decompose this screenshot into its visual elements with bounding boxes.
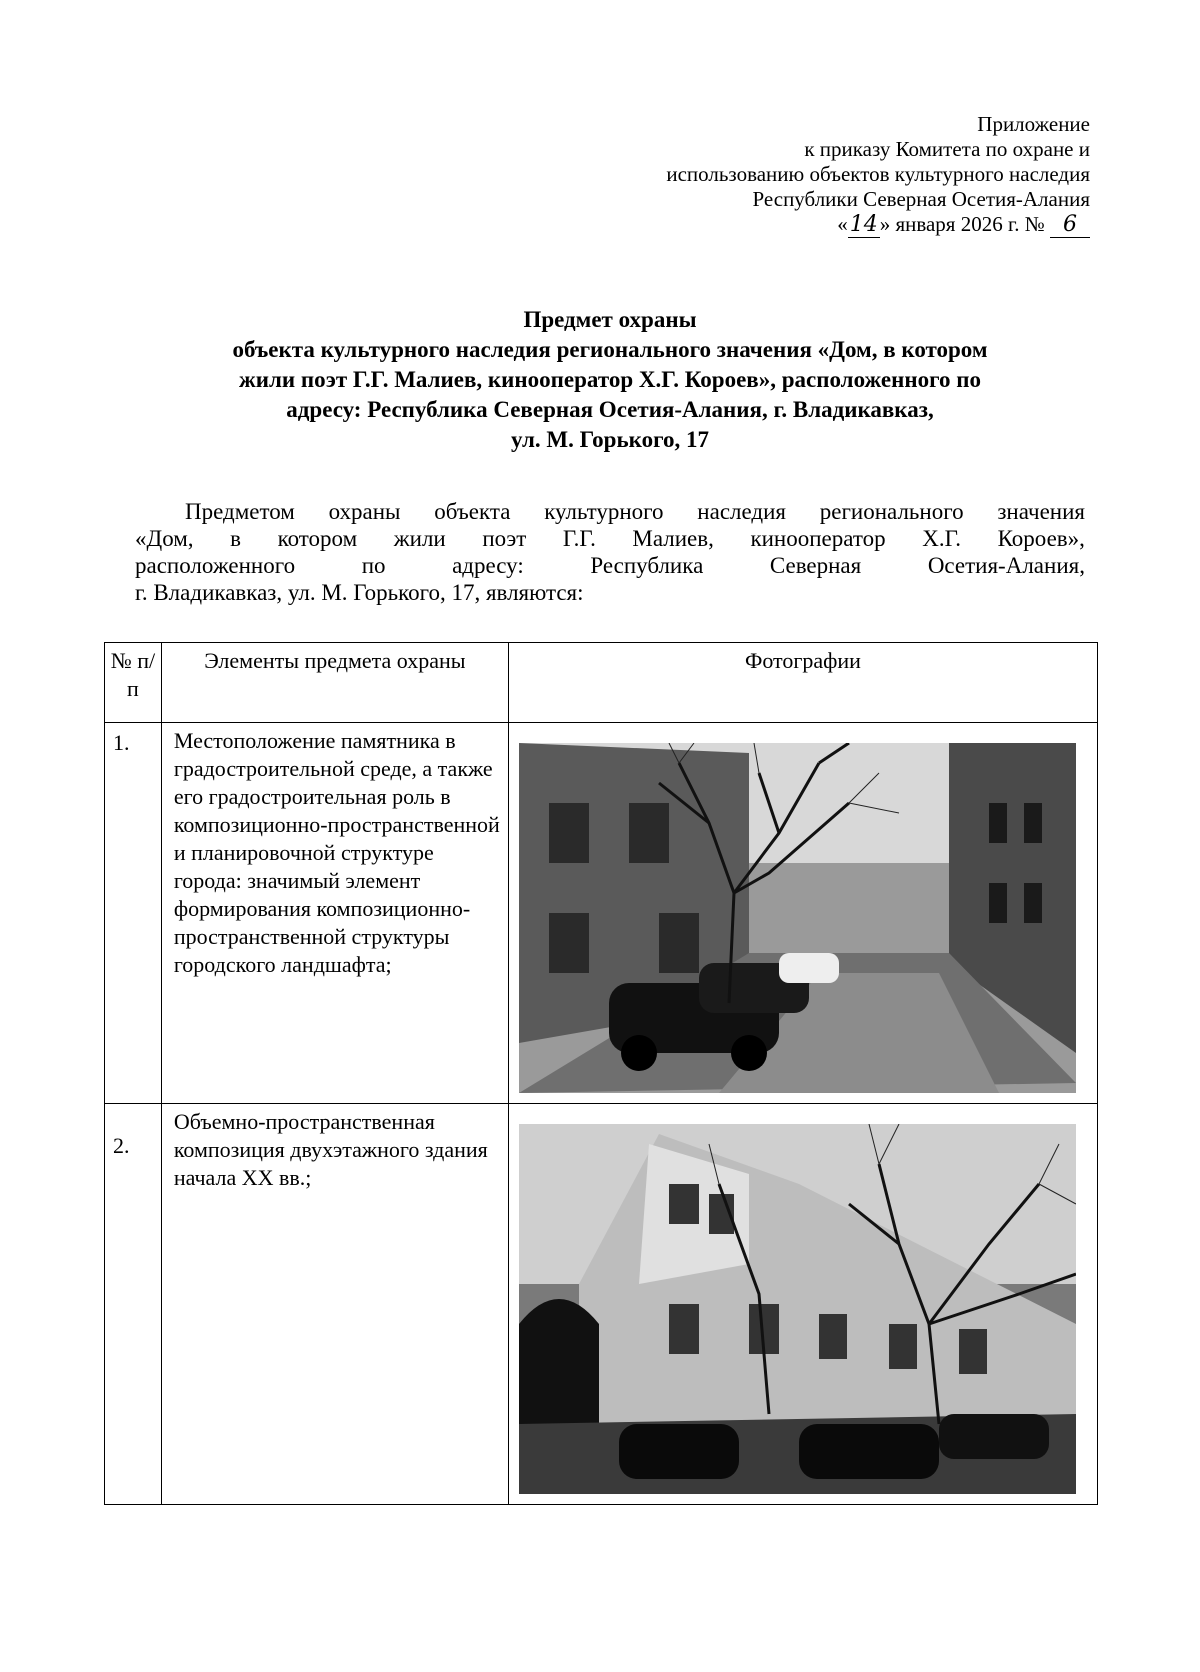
header-line: использованию объектов культурного наследия: [666, 162, 1090, 186]
intro-line: [135, 525, 1085, 552]
intro-word: поэт: [482, 526, 527, 551]
intro-word: Х.Г.: [922, 526, 962, 551]
intro-word: Осетия-Алания,: [927, 553, 1085, 578]
intro-paragraph: [135, 498, 1085, 606]
intro-word: расположенного: [135, 553, 296, 578]
intro-word: котором: [277, 526, 358, 551]
intro-line-text: Предметом охраны объекта культурного наследия регионального значения: [185, 499, 1085, 524]
intro-line-text: г. Владикавказ, ул. М. Горького, 17, являются:: [135, 580, 584, 605]
intro-word: жили: [393, 526, 446, 551]
row-number: 1.: [105, 723, 162, 1104]
intro-word: Северная: [769, 553, 862, 578]
row-element-text: Местоположение памятника в градостроительной среде, а также его градостроительная роль в композиционно-пространственной и планировочной структуре города: значимый элемент формирования композиционно-пространственной структуры городского ландшафта;: [161, 723, 508, 1104]
intro-word: кинооператор: [750, 526, 886, 551]
date-day-handwritten: 14: [849, 212, 878, 237]
intro-line: [135, 552, 1085, 579]
intro-word: Г.Г.: [562, 526, 596, 551]
row-photo-cell: [508, 1104, 1097, 1505]
row-photo-cell: [508, 723, 1097, 1104]
street-photo: [519, 743, 1076, 1093]
building-photo: [519, 1124, 1076, 1494]
header-photos: Фотографии: [508, 643, 1097, 723]
intro-word: Республика: [590, 553, 704, 578]
table-row: [105, 1104, 1098, 1505]
intro-word: в: [230, 526, 242, 551]
title-line: объекта культурного наследия регионального значения «Дом, в котором: [232, 337, 988, 362]
header-line: Приложение: [977, 112, 1090, 136]
appendix-header: [570, 112, 1090, 238]
table-header-row: [105, 643, 1098, 723]
header-element: Элементы предмета охраны: [161, 643, 508, 723]
intro-line: [135, 498, 1085, 525]
title-line: Предмет охраны: [523, 307, 697, 332]
date-text: » января 2026 г. №: [879, 212, 1045, 236]
document-title: [120, 305, 1100, 455]
intro-line: [135, 579, 1085, 606]
title-line: адресу: Республика Северная Осетия-Алания, г. Владикавказ,: [286, 397, 934, 422]
table-row: [105, 723, 1098, 1104]
order-number-handwritten: 6: [1050, 212, 1090, 238]
header-num: № п/п: [105, 643, 162, 723]
intro-word: «Дом,: [135, 526, 194, 551]
order-date-line: [570, 212, 1090, 238]
intro-word: Короев»,: [997, 526, 1085, 551]
protection-elements-table: [104, 642, 1098, 1505]
date-prefix: «: [837, 212, 848, 236]
header-line: к приказу Комитета по охране и: [804, 137, 1090, 161]
row-element-text: Объемно-пространственная композиция двухэтажного здания начала XX вв.;: [161, 1104, 508, 1505]
header-line: Республики Северная Осетия-Алания: [752, 187, 1090, 211]
intro-word: по: [361, 553, 386, 578]
intro-word: Малиев,: [632, 526, 714, 551]
title-line: ул. М. Горького, 17: [511, 427, 709, 452]
intro-word: адресу:: [452, 553, 524, 578]
title-line: жили поэт Г.Г. Малиев, кинооператор Х.Г. Короев», расположенного по: [239, 367, 981, 392]
row-number: 2.: [105, 1104, 162, 1505]
